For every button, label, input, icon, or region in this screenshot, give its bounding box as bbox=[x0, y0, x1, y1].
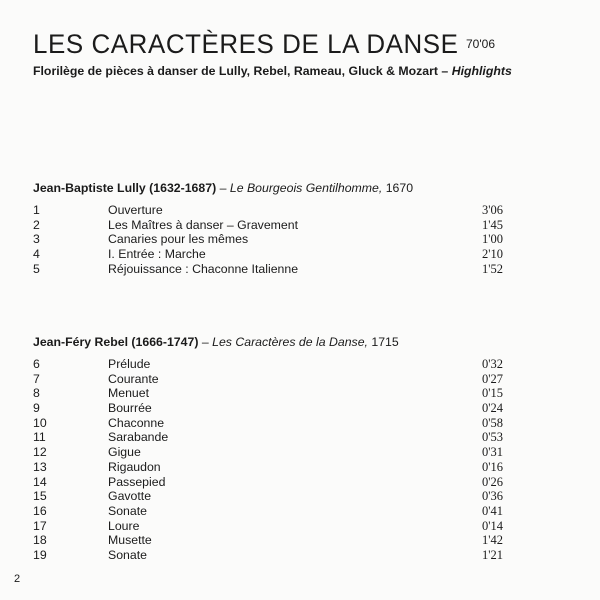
track-number: 6 bbox=[33, 357, 40, 371]
track-duration: 0'14 bbox=[481, 518, 503, 533]
track-number: 17 bbox=[33, 518, 47, 533]
track-duration: 1'42 bbox=[481, 533, 503, 548]
track-name: Ouverture bbox=[108, 203, 163, 217]
track-name: Loure bbox=[108, 518, 140, 533]
track-number: 2 bbox=[33, 217, 40, 232]
track-name: Sonate bbox=[108, 503, 147, 518]
work-title: Les Caractères de la Danse, bbox=[212, 335, 368, 349]
track-duration: 1'45 bbox=[481, 217, 503, 232]
track-list bbox=[33, 357, 503, 563]
page-title: LES CARACTÈRES DE LA DANSE bbox=[33, 29, 459, 59]
track-list bbox=[33, 203, 503, 276]
track-duration: 1'21 bbox=[481, 547, 503, 562]
track-number: 4 bbox=[33, 247, 40, 262]
section-heading bbox=[33, 335, 503, 350]
track-number: 19 bbox=[33, 547, 47, 562]
track-number: 15 bbox=[33, 489, 47, 504]
track-duration: 0'36 bbox=[481, 489, 503, 504]
page-number: 2 bbox=[14, 573, 21, 585]
section-lully bbox=[33, 181, 503, 276]
track-duration: 0'41 bbox=[481, 503, 503, 518]
track-name: I. Entrée : Marche bbox=[108, 247, 206, 262]
track-number: 8 bbox=[33, 386, 40, 401]
track-duration: 0'16 bbox=[481, 459, 503, 474]
subtitle-highlights: Highlights bbox=[451, 64, 512, 78]
track-duration: 0'24 bbox=[481, 401, 503, 416]
track-number: 16 bbox=[33, 503, 47, 518]
track-number: 5 bbox=[33, 261, 40, 276]
track-number: 7 bbox=[33, 371, 40, 386]
track-row bbox=[33, 203, 503, 218]
subtitle bbox=[33, 64, 512, 79]
track-name: Prélude bbox=[108, 357, 151, 371]
track-name: Rigaudon bbox=[108, 459, 161, 474]
track-name: Les Maîtres à danser – Gravement bbox=[108, 217, 299, 232]
track-number: 11 bbox=[33, 430, 46, 445]
track-name: Passepied bbox=[108, 474, 166, 489]
track-row bbox=[33, 218, 503, 233]
track-number: 10 bbox=[33, 415, 47, 430]
track-duration: 1'00 bbox=[481, 232, 503, 247]
track-name: Gigue bbox=[108, 445, 141, 460]
track-name: Menuet bbox=[108, 386, 150, 401]
track-duration: 0'58 bbox=[481, 415, 503, 430]
track-row bbox=[33, 504, 503, 519]
track-row bbox=[33, 519, 503, 534]
track-name: Chaconne bbox=[108, 415, 165, 430]
track-duration: 0'27 bbox=[481, 371, 503, 386]
track-row bbox=[33, 232, 503, 247]
work-year: 1670 bbox=[382, 181, 414, 195]
track-duration: 3'06 bbox=[481, 203, 503, 217]
track-row bbox=[33, 416, 503, 431]
track-duration: 0'15 bbox=[481, 386, 503, 401]
track-number: 13 bbox=[33, 459, 47, 474]
track-name: Musette bbox=[108, 533, 152, 548]
track-row bbox=[33, 460, 503, 475]
track-name: Réjouissance : Chaconne Italienne bbox=[108, 261, 299, 276]
track-row bbox=[33, 401, 503, 416]
track-row bbox=[33, 548, 503, 563]
track-row bbox=[33, 489, 503, 504]
track-name: Canaries pour les mêmes bbox=[108, 232, 249, 247]
track-row bbox=[33, 475, 503, 490]
track-row bbox=[33, 372, 503, 387]
track-row bbox=[33, 262, 503, 277]
track-number: 14 bbox=[33, 474, 47, 489]
track-row bbox=[33, 247, 503, 262]
heading-separator: – bbox=[216, 181, 230, 195]
track-row bbox=[33, 357, 503, 372]
subtitle-main: Florilège de pièces à danser de Lully, Rebel, Rameau, Gluck & Mozart – bbox=[33, 64, 452, 78]
heading-separator: – bbox=[198, 335, 213, 349]
track-duration: 2'10 bbox=[481, 247, 503, 262]
track-number: 12 bbox=[33, 445, 47, 460]
track-number: 1 bbox=[33, 203, 40, 217]
track-duration: 0'31 bbox=[481, 445, 503, 460]
total-duration: 70'06 bbox=[466, 37, 495, 51]
track-name: Bourrée bbox=[108, 401, 152, 416]
track-number: 9 bbox=[33, 401, 40, 416]
track-duration: 1'52 bbox=[481, 261, 503, 276]
work-year: 1715 bbox=[367, 335, 399, 349]
track-name: Gavotte bbox=[108, 489, 152, 504]
track-row bbox=[33, 533, 503, 548]
track-name: Sarabande bbox=[108, 430, 169, 445]
track-number: 3 bbox=[33, 232, 40, 247]
composer-name: Jean-Féry Rebel (1666-1747) bbox=[33, 335, 199, 349]
track-duration: 0'26 bbox=[481, 474, 503, 489]
track-row bbox=[33, 445, 503, 460]
track-row bbox=[33, 430, 503, 445]
work-title: Le Bourgeois Gentilhomme, bbox=[229, 181, 383, 195]
track-duration: 0'32 bbox=[481, 357, 503, 371]
track-duration: 0'53 bbox=[481, 430, 503, 445]
section-rebel bbox=[33, 335, 503, 563]
composer-name: Jean-Baptiste Lully (1632-1687) bbox=[33, 181, 217, 195]
track-row bbox=[33, 386, 503, 401]
track-name: Sonate bbox=[108, 547, 147, 562]
track-number: 18 bbox=[33, 533, 47, 548]
section-heading bbox=[33, 181, 503, 196]
track-name: Courante bbox=[108, 371, 159, 386]
